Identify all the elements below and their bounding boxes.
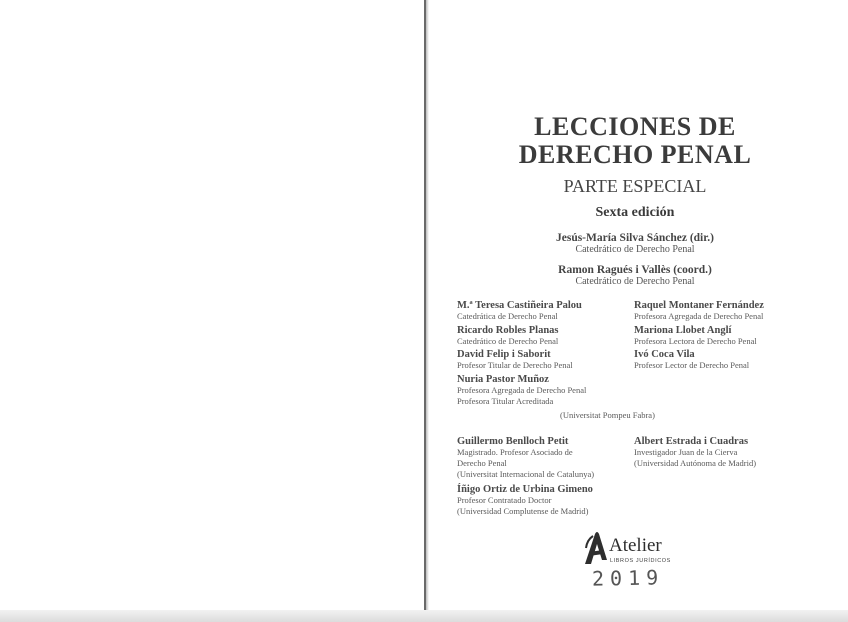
author-role: (Universitat Internacional de Catalunya) (457, 469, 595, 479)
author-benlloch (457, 436, 594, 480)
author-role: Profesor Lector de Derecho Penal (634, 360, 750, 370)
author-role: Profesora Agregada de Derecho Penal (634, 311, 764, 321)
gutter-shadow (426, 0, 429, 610)
author-role: Investigador Juan de la Cierva (634, 447, 738, 457)
author-role: Profesora Agregada de Derecho Penal (457, 385, 587, 395)
coordinator-role: Catedrático de Derecho Penal (575, 276, 695, 287)
edition: Sexta edición (595, 205, 675, 220)
author-pastor (457, 374, 586, 407)
author-role: Derecho Penal (457, 458, 507, 468)
author-role: Catedrática de Derecho Penal (457, 311, 558, 321)
author-name: David Felip i Saborit (457, 349, 551, 360)
author-role: Magistrado. Profesor Asociado de (457, 447, 573, 457)
author-montaner (634, 300, 764, 322)
author-name: Ricardo Robles Planas (457, 325, 559, 336)
author-name: Albert Estrada i Cuadras (634, 436, 749, 447)
coordinator-name: Ramon Ragués i Vallès (coord.) (558, 264, 712, 276)
author-role: Profesor Titular de Derecho Penal (457, 360, 573, 370)
author-name: Raquel Montaner Fernández (634, 300, 764, 311)
author-llobet (634, 325, 757, 347)
author-name: Nuria Pastor Muñoz (457, 374, 549, 385)
publisher-name: Atelier (609, 535, 662, 556)
author-estrada (634, 436, 756, 469)
author-felip (457, 349, 573, 371)
author-name: Ivó Coca Vila (634, 349, 695, 360)
subtitle: PARTE ESPECIAL (563, 176, 707, 196)
author-name: M.ª Teresa Castiñeira Palou (457, 300, 582, 311)
author-role: Profesora Lectora de Derecho Penal (634, 336, 757, 346)
director (480, 232, 790, 255)
atelier-logo-icon (583, 530, 609, 566)
author-role: (Universidad Autónoma de Madrid) (634, 458, 757, 468)
author-name: Mariona Llobet Anglí (634, 325, 732, 336)
page-bottom-edge (0, 610, 848, 622)
author-name: Íñigo Ortiz de Urbina Gimeno (457, 484, 593, 495)
director-name: Jesús-María Silva Sánchez (dir.) (555, 232, 715, 244)
author-castineira (457, 300, 582, 322)
author-role: (Universidad Complutense de Madrid) (457, 506, 589, 516)
author-name: Guillermo Benlloch Petit (457, 436, 569, 447)
author-role: Catedrático de Derecho Penal (457, 336, 559, 346)
author-role: Profesor Contratado Doctor (457, 495, 552, 505)
author-coca (634, 349, 749, 371)
coordinator (480, 264, 790, 287)
publisher-tagline: LIBROS JURÍDICOS (610, 558, 671, 564)
author-ortiz (457, 484, 593, 517)
affiliation-upf: (Universitat Pompeu Fabra) (560, 410, 655, 420)
handwritten-year: 2019 (591, 565, 665, 591)
director-role: Catedrático de Derecho Penal (575, 244, 695, 255)
author-robles (457, 325, 559, 347)
author-role: Profesora Titular Acreditada (457, 396, 554, 406)
title-line-1: LECCIONES DE (534, 112, 736, 141)
title-line-2: DERECHO PENAL (518, 140, 752, 169)
